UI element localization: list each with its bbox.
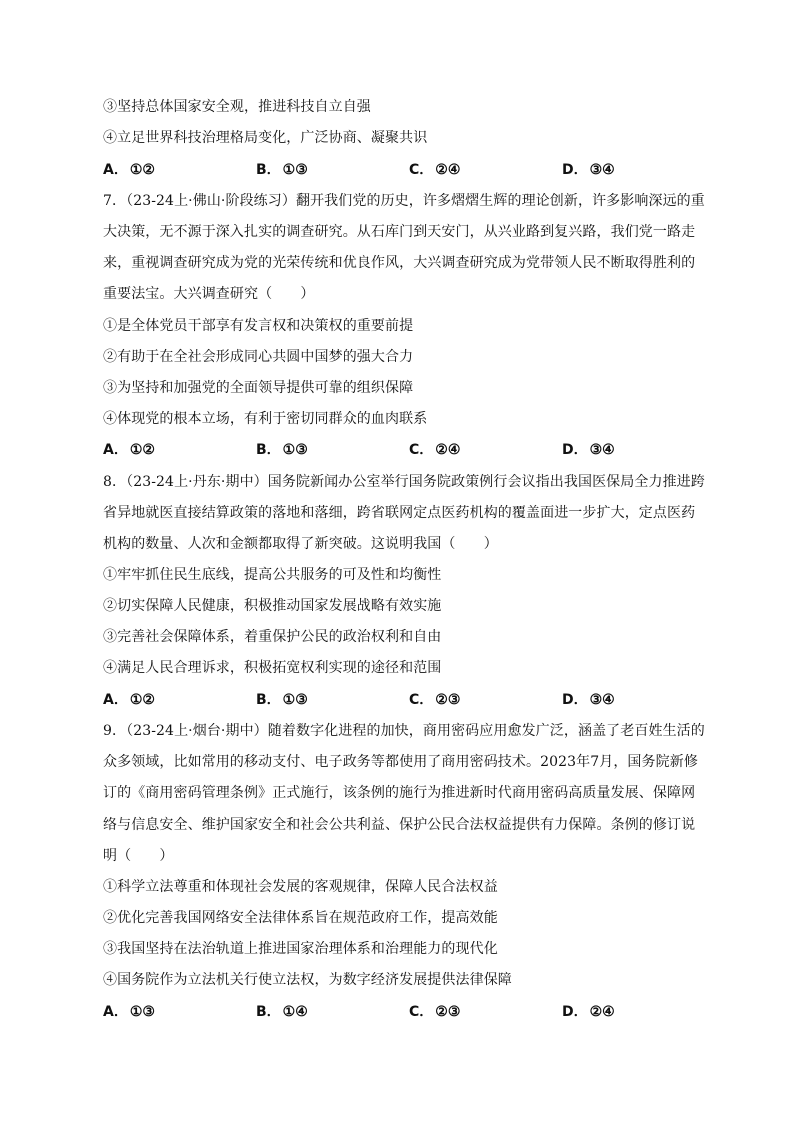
- q9-options: [103, 1002, 703, 1022]
- q9-stem-line-5: 明（ ）: [103, 848, 174, 864]
- q8-stem-line-2: 省异地就医直接结算政策的落地和落细，跨省联网定点医药机构的覆盖面进一步扩大，定点医药: [103, 505, 696, 521]
- q7-item-4: ④体现党的根本立场，有利于密切同群众的血肉联系: [103, 411, 428, 427]
- q9-option-d[interactable]: D． ②④: [562, 1004, 615, 1020]
- q6-item-3: ③坚持总体国家安全观，推进科技自立自强: [103, 99, 371, 115]
- q9-stem-line-2: 众多领域，比如常用的移动支付、电子政务等都使用了商用密码技术。2023年7月，国务院新修: [103, 754, 698, 770]
- q7-option-c[interactable]: C． ②④: [409, 442, 461, 458]
- q6-option-d[interactable]: D． ③④: [562, 162, 615, 178]
- q7-option-b[interactable]: B． ①③: [256, 442, 308, 458]
- q6-option-a[interactable]: A． ①②: [103, 162, 155, 178]
- q8-option-c[interactable]: C． ②③: [409, 692, 461, 708]
- q9-option-c[interactable]: C． ②③: [409, 1004, 461, 1020]
- q9-option-b[interactable]: B． ①④: [256, 1004, 308, 1020]
- q8-stem-line-3: 机构的数量、人次和金额都取得了新突破。这说明我国（ ）: [103, 536, 498, 552]
- q8-option-b[interactable]: B． ①③: [256, 692, 308, 708]
- q6-options: [103, 160, 703, 180]
- q7-option-a[interactable]: A． ①②: [103, 442, 155, 458]
- q8-option-d[interactable]: D． ③④: [562, 692, 615, 708]
- q9-item-3: ③我国坚持在法治轨道上推进国家治理体系和治理能力的现代化: [103, 941, 498, 957]
- q8-item-3: ③完善社会保障体系，着重保护公民的政治权利和自由: [103, 629, 442, 645]
- q8-stem-line-1: 8．（23-24上·丹东·期中）国务院新闻办公室举行国务院政策例行会议指出我国医保局全力推进跨: [103, 474, 705, 490]
- q7-item-2: ②有助于在全社会形成同心共圆中国梦的强大合力: [103, 349, 414, 365]
- q6-option-c[interactable]: C． ②④: [409, 162, 461, 178]
- q7-stem-line-1: 7．（23-24上·佛山·阶段练习）翻开我们党的历史，许多熠熠生辉的理论创新，许多影响深远的重: [103, 193, 705, 209]
- q9-item-1: ①科学立法尊重和体现社会发展的客观规律，保障人民合法权益: [103, 879, 498, 895]
- q7-options: [103, 440, 703, 460]
- q8-option-a[interactable]: A． ①②: [103, 692, 155, 708]
- q8-item-2: ②切实保障人民健康，积极推动国家发展战略有效实施: [103, 598, 442, 614]
- q7-item-1: ①是全体党员干部享有发言权和决策权的重要前提: [103, 318, 414, 334]
- q8-item-1: ①牢牢抓住民生底线，提高公共服务的可及性和均衡性: [103, 567, 442, 583]
- q6-option-b[interactable]: B． ①③: [256, 162, 308, 178]
- q9-stem-line-4: 络与信息安全、维护国家安全和社会公共利益、保护公民合法权益提供有力保障。条例的修订说: [103, 817, 696, 833]
- q9-item-2: ②优化完善我国网络安全法律体系旨在规范政府工作，提高效能: [103, 910, 498, 926]
- q7-stem-line-4: 重要法宝。大兴调查研究（ ）: [103, 286, 315, 302]
- q9-stem-line-1: 9．（23-24上·烟台·期中）随着数字化进程的加快，商用密码应用愈发广泛，涵盖了老百姓生活的: [103, 723, 705, 739]
- q9-stem-line-3: 订的《商用密码管理条例》正式施行，该条例的施行为推进新时代商用密码高质量发展、保障网: [103, 785, 696, 801]
- q9-option-a[interactable]: A． ①③: [103, 1004, 155, 1020]
- q7-item-3: ③为坚持和加强党的全面领导提供可靠的组织保障: [103, 380, 414, 396]
- q7-stem-line-2: 大决策，无不源于深入扎实的调查研究。从石库门到天安门，从兴业路到复兴路，我们党一路走: [103, 224, 696, 240]
- q7-stem-line-3: 来，重视调查研究成为党的光荣传统和优良作风，大兴调查研究成为党带领人民不断取得胜利的: [103, 255, 696, 271]
- q8-item-4: ④满足人民合理诉求，积极拓宽权利实现的途径和范围: [103, 660, 442, 676]
- q6-item-4: ④立足世界科技治理格局变化，广泛协商、凝聚共识: [103, 130, 428, 146]
- q8-options: [103, 690, 703, 710]
- q7-option-d[interactable]: D． ③④: [562, 442, 615, 458]
- q9-item-4: ④国务院作为立法机关行使立法权，为数字经济发展提供法律保障: [103, 972, 512, 988]
